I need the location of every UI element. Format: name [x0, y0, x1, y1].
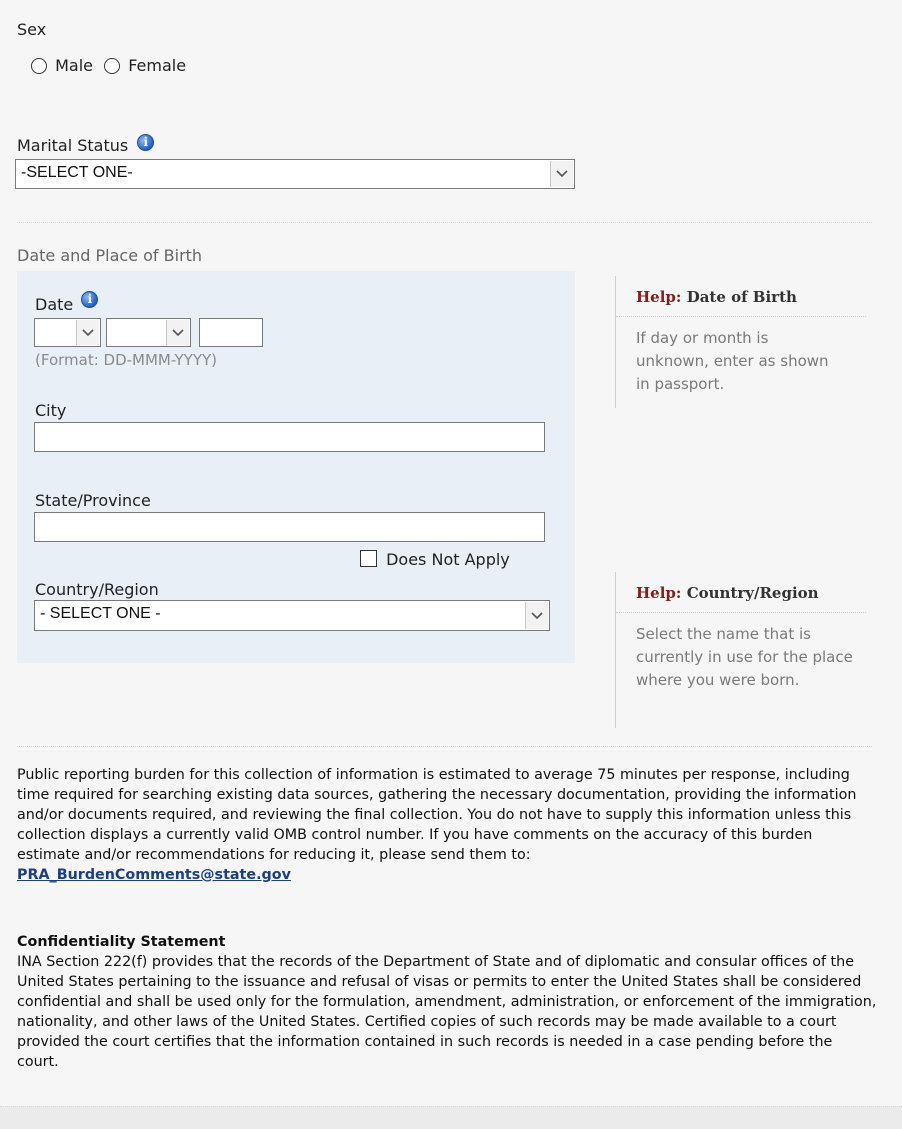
burden-text: Public reporting burden for this collection of information is estimated to average 75 minutes per response, including time required for searching existing data sources, gathering the necessary documentation, providing the information and/or documents required, and reviewing the final collection. You do not have to supply this information unless this collection displays a currently valid OMB control number. If you have comments on the accuracy of this burden estimate and/or recommendations for reducing it, please send them to:	[17, 767, 857, 863]
date-day-select[interactable]	[34, 318, 101, 347]
date-year-input[interactable]	[199, 318, 263, 347]
section-title: Date and Place of Birth	[17, 246, 203, 265]
state-label: State/Province	[35, 491, 151, 510]
date-month-select[interactable]	[106, 318, 191, 347]
sex-label: Sex	[17, 20, 47, 39]
help-date-of-birth	[615, 276, 866, 408]
help-prefix: Help:	[636, 288, 682, 306]
help-body: Select the name that is currently in use for the place where you were born.	[636, 625, 853, 689]
help-title	[616, 572, 866, 613]
does-not-apply-row	[360, 550, 510, 569]
help-title	[616, 276, 866, 317]
country-label: Country/Region	[35, 580, 159, 599]
city-label: City	[35, 401, 67, 420]
help-title-text: Country/Region	[686, 584, 819, 602]
radio-female[interactable]	[104, 58, 120, 74]
does-not-apply-label: Does Not Apply	[386, 550, 510, 569]
state-input[interactable]	[34, 512, 545, 542]
date-label-row	[35, 292, 98, 314]
help-body: If day or month is unknown, enter as shown in passport.	[636, 329, 829, 393]
date-format-hint: (Format: DD-MMM-YYYY)	[35, 351, 218, 369]
city-input[interactable]	[34, 422, 545, 452]
confidentiality-statement	[17, 932, 877, 1072]
date-label: Date	[35, 295, 74, 314]
country-selected: - SELECT ONE -	[40, 605, 161, 622]
marital-status-selected: -SELECT ONE-	[21, 164, 133, 181]
info-icon[interactable]: i	[81, 291, 98, 308]
radio-male[interactable]	[31, 58, 47, 74]
marital-status-select[interactable]	[15, 159, 575, 189]
burden-email-link[interactable]: PRA_BurdenComments@state.gov	[17, 867, 291, 883]
confidentiality-text: INA Section 222(f) provides that the records of the Department of State and of diplomatic and consular offices of the United States pertaining to the issuance and refusal of visas or permits to enter the United States shall be considered confidential and shall be used only for the formulation, amendment, administration, or enforcement of the immigration, nationality, and other laws of the United States. Certified copies of such records may be made available to a court provided the court certifies that the information contained in such records is needed in a case pending before the court.	[17, 954, 877, 1070]
chevron-down-icon[interactable]	[525, 602, 548, 629]
country-select[interactable]	[34, 600, 550, 631]
burden-statement	[17, 765, 877, 885]
marital-status-label-row	[17, 136, 154, 155]
radio-female-label: Female	[128, 56, 187, 75]
info-icon[interactable]: i	[137, 134, 154, 151]
help-title-text: Date of Birth	[686, 288, 797, 306]
chevron-down-icon[interactable]	[76, 320, 99, 345]
divider	[17, 746, 872, 747]
radio-male-label: Male	[55, 56, 93, 75]
chevron-down-icon[interactable]	[166, 320, 189, 345]
does-not-apply-checkbox[interactable]	[360, 550, 377, 567]
confidentiality-title: Confidentiality Statement	[17, 934, 226, 950]
help-prefix: Help:	[636, 584, 682, 602]
help-country-region	[615, 572, 866, 728]
chevron-down-icon[interactable]	[550, 161, 573, 187]
marital-status-label: Marital Status	[17, 136, 129, 155]
sex-options	[31, 55, 186, 75]
footer-band	[0, 1106, 902, 1129]
divider	[17, 222, 872, 223]
